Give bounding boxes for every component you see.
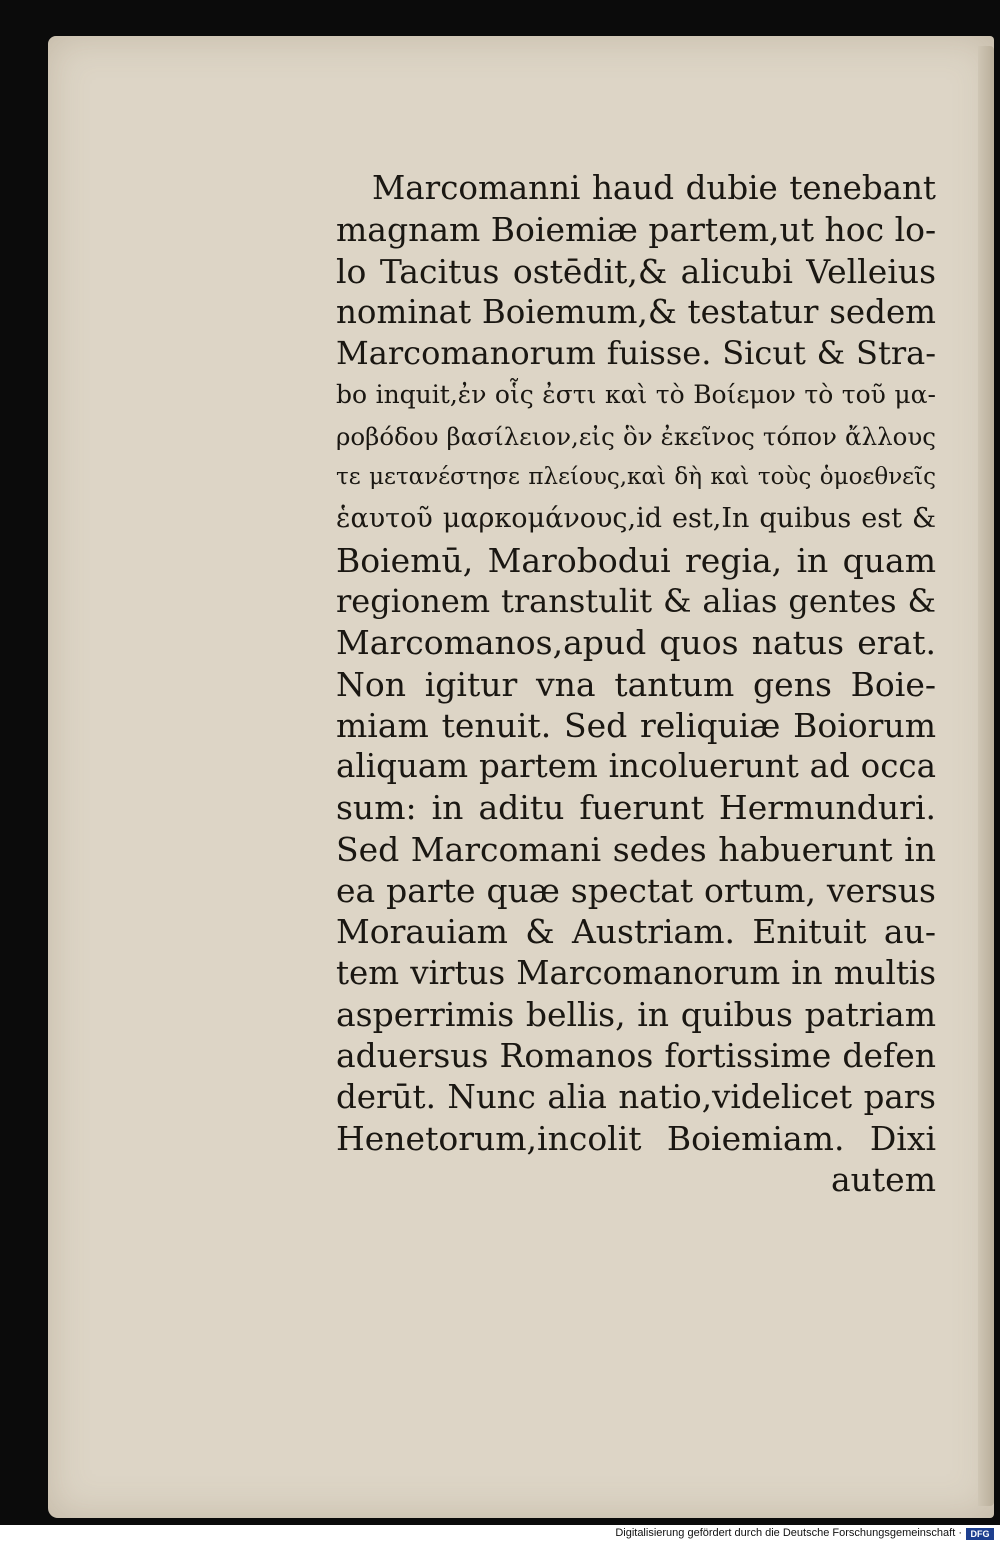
greek-text-line: τε μετανέστησε πλείους,καὶ δὴ καὶ τοὺς ὁμοεθνεῖς: [336, 464, 936, 491]
text-line: Sed Marcomani sedes habuerunt in: [336, 829, 936, 869]
text-line: sum: in aditu fuerunt Hermunduri.: [336, 788, 936, 828]
page-edge: [978, 46, 994, 1506]
dfg-logo-icon: DFG: [966, 1528, 994, 1540]
text-line: tem virtus Marcomanorum in multis: [336, 953, 936, 992]
greek-text-line: ροβόδου βασίλειον,εἰς ὃν ἐκεῖνος τόπον ἄλλους: [336, 421, 936, 451]
text-line: ea parte quæ spectat ortum, versus: [336, 871, 936, 911]
text-line: aduersus Romanos fortissime defen: [336, 1036, 936, 1076]
text-line: Morauiam & Austriam. Enituit au-: [336, 912, 936, 952]
text-line: nominat Boiemum,& testatur sedem: [336, 292, 936, 331]
text-line: Non igitur vna tantum gens Boie-: [336, 664, 936, 704]
body-text: [336, 168, 936, 1200]
book-page: [48, 36, 994, 1518]
text-line: derūt. Nunc alia natio,videlicet pars: [336, 1077, 936, 1116]
text-line: regionem transtulit & alias gentes &: [336, 581, 936, 620]
text-line: asperrimis bellis, in quibus patriam: [336, 994, 936, 1034]
text-line: magnam Boiemiæ partem,ut hoc lo-: [336, 210, 936, 250]
text-line: Marcomanni haud dubie tenebant: [372, 169, 936, 207]
text-line: Henetorum,incolit Boiemiam. Dixi: [336, 1118, 936, 1158]
text-line: bo inquit,ἐν οἷς ἐστι καὶ τὸ Βοίεμον τὸ τοῦ μα-: [336, 380, 936, 410]
text-line: lo Tacitus ostēdit,& alicubi Velleius: [336, 251, 936, 291]
text-line: Marcomanos,apud quos natus erat.: [336, 623, 936, 663]
footer-bar: [0, 1525, 1000, 1543]
text-line: miam tenuit. Sed reliquiæ Boiorum: [336, 705, 936, 745]
text-line: Boiemū, Marobodui regia, in quam: [336, 540, 936, 580]
text-line: aliquam partem incoluerunt ad occa: [336, 747, 936, 786]
text-line: Marcomanorum fuisse. Sicut & Stra-: [336, 334, 936, 373]
catchword: autem: [830, 1160, 936, 1200]
text-line: ἑαυτοῦ μαρκομάνους,id est,In quibus est &: [336, 503, 936, 535]
funding-credit: Digitalisierung gefördert durch die Deutsche Forschungsgemeinschaft ·: [615, 1527, 962, 1539]
